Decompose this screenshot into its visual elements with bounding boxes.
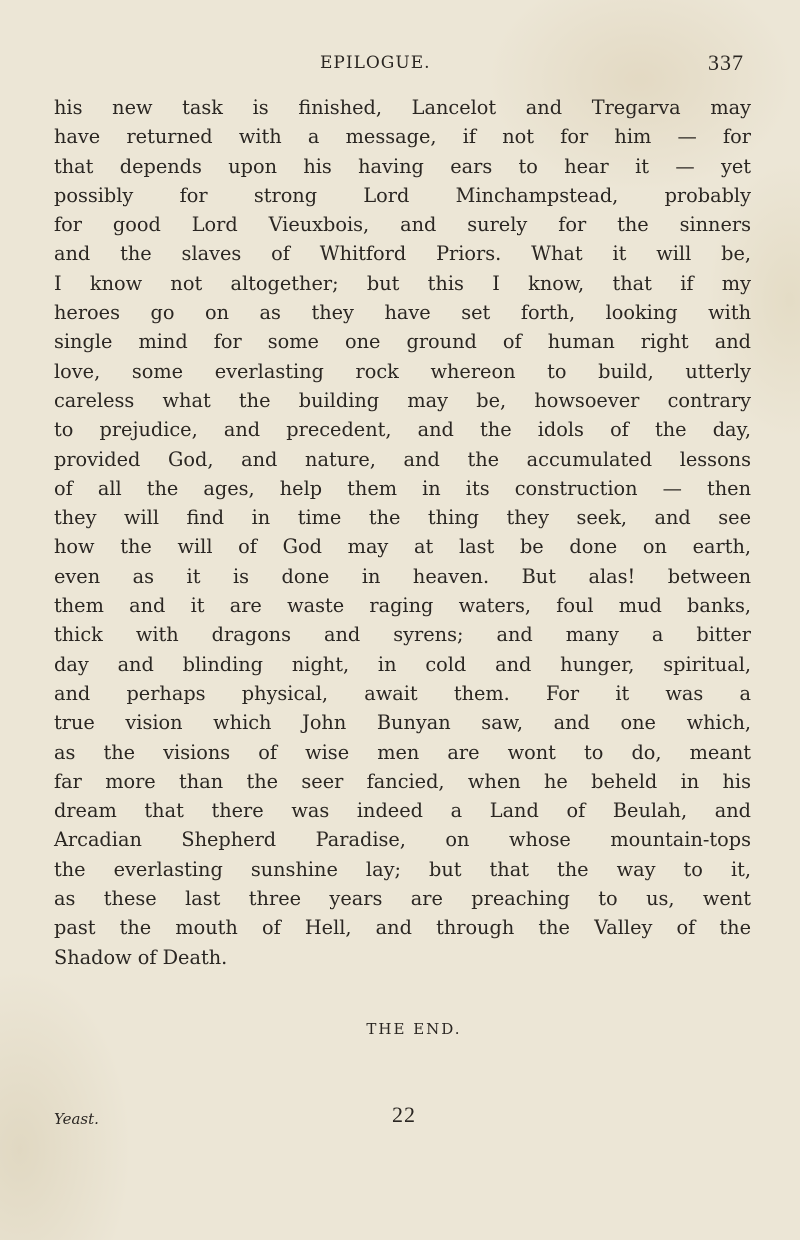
text-line: careless what the building may be, howsoever contrary <box>54 388 751 412</box>
running-title: EPILOGUE. <box>320 53 431 73</box>
text-line: far more than the seer fancied, when he beheld in his <box>54 769 751 793</box>
text-line: Arcadian Shepherd Paradise, on whose mountain-tops <box>54 828 751 852</box>
page-number: 337 <box>708 50 744 75</box>
text-line: to prejudice, and precedent, and the idols of the day, <box>54 418 751 442</box>
text-line: heroes go on as they have set forth, looking with <box>54 301 751 325</box>
text-line: have returned with a message, if not for him — for <box>54 125 751 149</box>
text-line: provided God, and nature, and the accumulated lessons <box>54 447 751 471</box>
text-line: and the slaves of Whitford Priors. What it will be, <box>54 242 751 266</box>
text-line: they will find in time the thing they seek, and see <box>54 506 751 530</box>
text-line: day and blinding night, in cold and hunger, spiritual, <box>54 652 751 676</box>
the-end-heading: THE END. <box>366 1020 462 1038</box>
text-line: I know not altogether; but this I know, that if my <box>54 271 751 295</box>
text-line: the everlasting sunshine lay; but that the way to it, <box>54 857 751 881</box>
running-head <box>0 50 800 80</box>
text-line: them and it are waste raging waters, foul mud banks, <box>54 594 751 618</box>
text-line: true vision which John Bunyan saw, and one which, <box>54 711 751 735</box>
text-line: as these last three years are preaching to us, went <box>54 887 751 911</box>
text-line: past the mouth of Hell, and through the Valley of the <box>54 916 751 940</box>
text-line: and perhaps physical, await them. For it was a <box>54 681 751 705</box>
text-line: thick with dragons and syrens; and many a bitter <box>54 623 751 647</box>
body-text <box>54 93 751 972</box>
text-line-last: Shadow of Death. <box>54 945 228 969</box>
text-line: how the will of God may at last be done on earth, <box>54 535 751 559</box>
text-line: love, some everlasting rock whereon to build, utterly <box>54 359 751 383</box>
text-line: even as it is done in heaven. But alas! between <box>54 564 751 588</box>
text-line: possibly for strong Lord Minchampstead, probably <box>54 183 751 207</box>
text-line: of all the ages, help them in its construction — then <box>54 476 751 500</box>
text-line: dream that there was indeed a Land of Beulah, and <box>54 799 751 823</box>
signature-mark: Yeast. <box>54 1110 99 1128</box>
text-line: as the visions of wise men are wont to do, meant <box>54 740 751 764</box>
text-line: that depends upon his having ears to hear it — yet <box>54 154 751 178</box>
text-line: his new task is finished, Lancelot and Tregarva may <box>54 96 751 119</box>
sheet-number: 22 <box>392 1102 416 1127</box>
text-line: for good Lord Vieuxbois, and surely for the sinners <box>54 213 751 237</box>
text-line: single mind for some one ground of human right and <box>54 330 751 354</box>
